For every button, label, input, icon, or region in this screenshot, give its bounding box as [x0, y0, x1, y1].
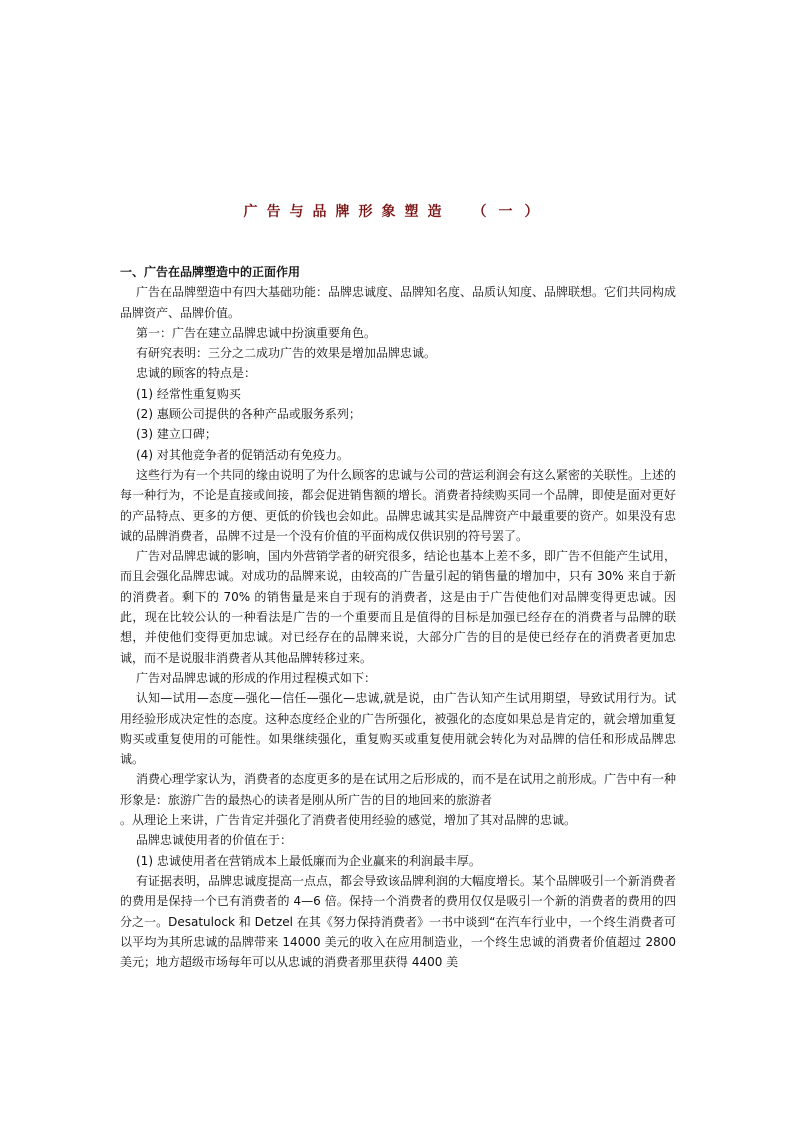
- list-item: (3) 建立口碑；: [136, 427, 217, 442]
- list-item: (1) 忠诚使用者在营销成本上最低廉而为企业赢来的利润最丰厚。: [136, 853, 481, 868]
- title-main: 广告与品牌形象塑造: [243, 204, 451, 220]
- paragraph-first-point: 第一：广告在建立品牌忠诚中扮演重要角色。: [136, 325, 377, 340]
- paragraph-process-chain: 认知—试用—态度—强化—信任—强化—忠诚,就是说，由广告认知产生试用期望，导致试用行为。试用经验形成决定性的态度。这种态度经企业的广告所强化，被强化的态度如果总是肯定的，就会增加重复购买或重复使用的可能性。如果继续强化，重复购买或重复使用就会转化为对品牌的信任和形成品牌忠诚。: [120, 691, 676, 767]
- list-item: (1) 经常性重复购买: [136, 386, 241, 401]
- section-heading: 一、广告在品牌塑造中的正面作用: [120, 265, 301, 279]
- paragraph-loyal-value: 品牌忠诚使用者的价值在于：: [136, 833, 293, 848]
- paragraph-common-reason: 这些行为有一个共同的缘由说明了为什么顾客的忠诚与公司的营运利润会有这么紧密的关联性。上述的每一种行为，不论是直接或间接，都会促进销售额的增长。消费者持续购买同一个品牌，即使是面对更好的产品特点、更多的方便、更低的价钱也会如此。品牌忠诚其实是品牌资产中最重要的资产。如果没有忠诚的品牌消费者，品牌不过是一个没有价值的平面构成仅供识别的符号罢了。: [120, 467, 677, 543]
- paragraph-loyal-traits: 忠诚的顾客的特点是：: [136, 366, 257, 381]
- paragraph-process-model: 广告对品牌忠诚的形成的作用过程模式如下：: [136, 670, 377, 685]
- paragraph-consumer-psychology: 消费心理学家认为，消费者的态度更多的是在试用之后形成的，而不是在试用之前形成。广告中有一种形象是：旅游广告的最热心的读者是刚从所广告的目的地回来的旅游者: [120, 772, 677, 807]
- list-item: (2) 惠顾公司提供的各种产品或服务系列；: [136, 407, 361, 422]
- document-title: [0, 202, 794, 222]
- document-body: [120, 262, 676, 972]
- title-part-number: （一）: [472, 204, 551, 220]
- paragraph-research: 有研究表明：三分之二成功广告的效果是增加品牌忠诚。: [136, 346, 437, 361]
- paragraph-evidence: 有证据表明，品牌忠诚度提高一点点，都会导致该品牌利润的大幅度增长。某个品牌吸引一个新消费者的费用是保持一个已有消费者的 4—6 倍。保持一个消费者的费用仅仅是吸引一个新的消费者的费用的四分之一。Desatulock 和 Detzel 在其《努力保持消费者》一书中谈到“在汽车行业中，一个终生消费者可以平均为其所忠诚的品牌带来 14000 美元的收入在应用制造业，一个终生忠诚的消费者价值超过 2800 美元；地方超级市场每年可以从忠诚的消费者那里获得 4400 美: [120, 873, 677, 970]
- list-item: (4) 对其他竞争者的促销活动有免疫力。: [136, 447, 349, 462]
- paragraph-ad-influence: 广告对品牌忠诚的影响，国内外营销学者的研究很多，结论也基本上差不多，即广告不但能产生试用，而且会强化品牌忠诚。对成功的品牌来说，由较高的广告量引起的销售量的增加中，只有 30% 来自于新的消费者。剩下的 70% 的销售量是来自于现有的消费者，这是由于广告使他们对品牌变得更忠诚。因此，现在比较公认的一种看法是广告的一个重要而且是值得的目标是加强已经存在的消费者与品牌的联想，并使他们变得更加忠诚。对已经存在的品牌来说，大部分广告的目的是使已经存在的消费者更加忠诚，而不是说服非消费者从其他品牌转移过来。: [120, 549, 677, 665]
- paragraph-theory: 。从理论上来讲，广告肯定并强化了消费者使用经验的感觉，增加了其对品牌的忠诚。: [120, 813, 577, 828]
- paragraph-four-functions: 广告在品牌塑造中有四大基础功能：品牌忠诚度、品牌知名度、品质认知度、品牌联想。它们共同构成品牌资产、品牌价值。: [120, 285, 677, 320]
